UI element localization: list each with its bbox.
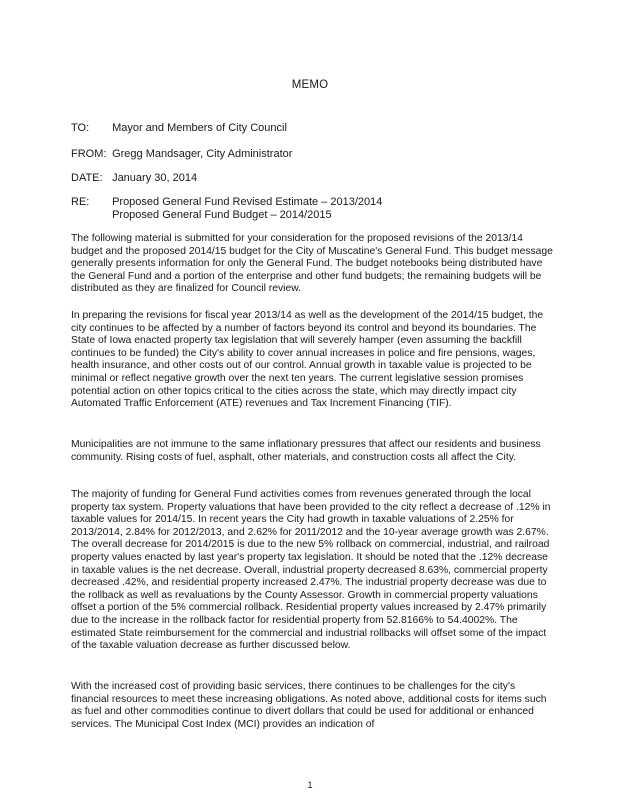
- paragraph-intro: The following material is submitted for your consideration for the proposed revisions of the 2013/14 budget and the proposed 2014/15 budget for the City of Muscatine's General Fund. This budget message generally presents information for only the General Fund. The budget notebooks being distributed have the General Fund and a portion of the enterprise and other fund budgets; the remaining budgets will be distributed as they are finalized for Council review.: [71, 233, 553, 295]
- date-value: January 30, 2014: [112, 172, 198, 184]
- re-line: [71, 196, 382, 221]
- from-value: Gregg Mandsager, City Administrator: [112, 148, 293, 160]
- from-label: FROM:: [71, 148, 107, 160]
- memo-title: MEMO: [291, 79, 329, 91]
- paragraph-factors: In preparing the revisions for fiscal year 2013/14 as well as the development of the 2014/15 budget, the city continues to be affected by a number of factors beyond its control and beyond its boundaries. The State of Iowa enacted property tax legislation that will severely hamper (even assuming the backfill continues to be funded) the City's ability to cover annual increases in police and fire pensions, wages, health insurance, and other costs out of our control. Annual growth in taxable value is projected to be minimal or reflect negative growth over the next ten years. The current legislative session promises potential action on other topics critical to the cities across the state, which may directly impact city Automated Traffic Enforcement (ATE) revenues and Tax Increment Financing (TIF).: [71, 310, 544, 410]
- from-line: [71, 147, 292, 161]
- to-value: Mayor and Members of City Council: [112, 122, 287, 134]
- date-label: DATE:: [71, 172, 103, 184]
- to-label: TO:: [71, 122, 90, 134]
- paragraph-costs: With the increased cost of providing basic services, there continues to be challenges for the city's financial resources to meet these increasing obligations. As noted above, additional costs for items such as fuel and other commodities continue to divert dollars that could be used for additional or enhanced services. The Municipal Cost Index (MCI) provides an indication of: [71, 681, 547, 730]
- re-subject-2: Proposed General Fund Budget – 2014/2015: [112, 208, 332, 221]
- re-subject-1: Proposed General Fund Revised Estimate – 2013/2014: [112, 196, 383, 208]
- paragraph-inflation: Municipalities are not immune to the same inflationary pressures that affect our residents and business community. Rising costs of fuel, asphalt, other materials, and construction costs all affect the City.: [71, 439, 541, 463]
- page-number: 1: [307, 780, 313, 790]
- date-line: [71, 171, 197, 185]
- re-label: RE:: [71, 196, 90, 208]
- to-line: [71, 121, 287, 135]
- paragraph-property-tax: The majority of funding for General Fund activities comes from revenues generated through the local property tax system. Property valuations that have been provided to the city reflect a decrease of .12% in taxable values for 2014/15. In recent years the City had growth in taxable valuations of 2.25% for 2013/2014, 2.84% for 2012/2013, and 2.62% for 2011/2012 and the 10-year average growth was 2.67%. The overall decrease for 2014/2015 is due to the new 5% rollback on commercial, industrial, and railroad property values enacted by last year's property tax legislation. It should be noted that the .12% decrease in taxable values is the net decrease. Overall, industrial property decreased 8.63%, commercial property decreased .42%, and residential property increased 2.47%. The industrial property decrease was due to the rollback as well as revaluations by the County Assessor. Growth in commercial property valuations offset a portion of the 5% commercial rollback. Residential property values increased by 2.47% primarily due to the increase in the rollback factor for residential property from 52.8166% to 54.4002%. The estimated State reimbursement for the commercial and industrial rollbacks will offset some of the impact of the taxable valuation decrease as further discussed below.: [71, 489, 551, 652]
